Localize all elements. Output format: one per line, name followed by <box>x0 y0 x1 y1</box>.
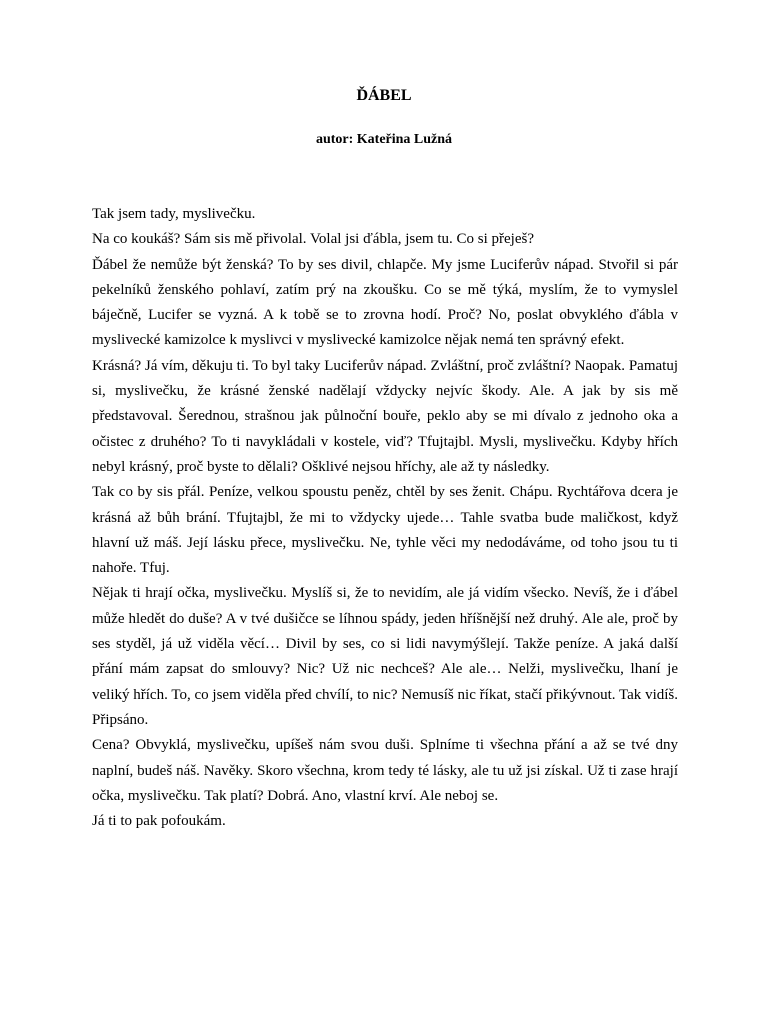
paragraph: Ďábel že nemůže být ženská? To by ses divil, chlapče. My jsme Luciferův nápad. Stvořil si pár pekelníků ženského pohlaví, zatím prý na zkoušku. Co se mě týká, myslím, že to vymyslel báječně, Lucifer se vyzná. A k tobě se to zrovna hodí. Proč? No, poslat obvyklého ďábla v myslivecké kamizolce k myslivci v myslivecké kamizolce nějak nemá ten správný efekt. <box>92 256 678 349</box>
paragraph: Tak jsem tady, myslivečku. <box>92 206 256 222</box>
paragraph: Nějak ti hrají očka, myslivečku. Myslíš si, že to nevidím, ale já vidím všecko. Nevíš, že i ďábel může hledět do duše? A v tvé dušičce se líhnou spády, jeden hříšnější než druhý. Ale ale, proč by ses styděl, já už viděla věcí… Divil by ses, co si lidi navymýšlejí. Takže peníze. A jaká další přání mám zapsat do smlouvy? Nic? Už nic nechceš? Ale ale… Nelži, myslivečku, lhaní je veliký hřích. To, co jsem viděla před chvílí, to nic? Nemusíš nic říkat, stačí přikývnout. Tak vidíš. Připsáno. <box>92 585 678 728</box>
document-title: ĎÁBEL <box>356 87 412 104</box>
paragraph: Krásná? Já vím, děkuju ti. To byl taky Luciferův nápad. Zvláštní, proč zvláštní? Naopak. Pamatuj si, myslivečku, že krásné ženské nadělají vždycky nejvíc škody. Ale. A jak by sis mě představoval. Šerednou, strašnou jak půlnoční bouře, peklo aby se mi dívalo z jednoho oka a očistec z druhého? To ti navykládali v kostele, viď? Tfujtajbl. Mysli, myslivečku. Kdyby hřích nebyl krásný, proč byste to dělali? Ošklivé nejsou hříchy, ale až ty následky. <box>92 357 678 475</box>
paragraph: Cena? Obvyklá, myslivečku, upíšeš nám svou duši. Splníme ti všechna přání a až se tvé dny naplní, budeš náš. Navěky. Skoro všechna, krom tedy té lásky, ale tu už jsi získal. Už ti zase hrají očka, myslivečku. Tak platí? Dobrá. Ano, vlastní krví. Ale neboj se. <box>92 737 678 804</box>
paragraph: Tak co by sis přál. Peníze, velkou spoustu peněz, chtěl by ses ženit. Chápu. Rychtářova dcera je krásná až bůh brání. Tfujtajbl, že mi to vždycky ujede… Tahle svatba bude maličkost, když hlavní už máš. Její lásku přece, myslivečku. Ne, tyhle věci my nedodáváme, od toho jsou tu ti nahoře. Tfuj. <box>92 484 678 577</box>
paragraph: Já ti to pak pofoukám. <box>92 813 226 830</box>
document-body <box>92 202 678 834</box>
document-author: autor: Kateřina Lužná <box>315 132 453 147</box>
paragraph: Na co koukáš? Sám sis mě přivolal. Volal jsi ďábla, jsem tu. Co si přeješ? <box>92 231 534 248</box>
